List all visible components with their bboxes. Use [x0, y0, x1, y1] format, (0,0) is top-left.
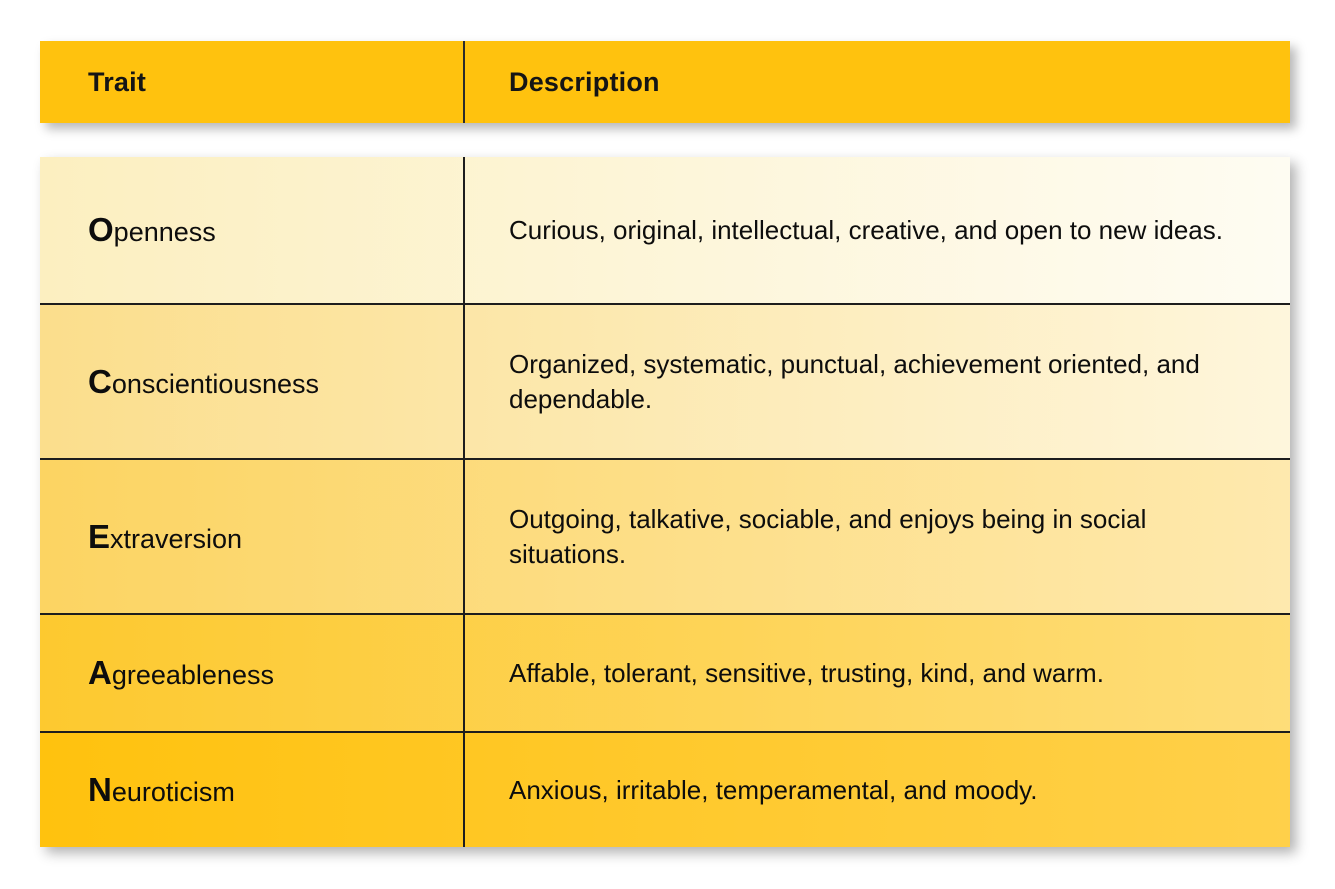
trait-rest: xtraversion: [110, 523, 243, 554]
header-label-trait: Trait: [88, 66, 147, 97]
trait-initial: E: [88, 517, 111, 555]
trait-initial: A: [88, 654, 112, 692]
header-label-description: Description: [509, 66, 660, 97]
trait-initial: N: [88, 771, 112, 809]
cell-trait: [40, 157, 465, 303]
trait-description: Anxious, irritable, temperamental, and moody.: [509, 774, 1038, 805]
trait-initial: C: [88, 362, 112, 400]
table-row: [40, 157, 1290, 305]
trait-rest: penness: [113, 217, 216, 248]
cell-trait: [40, 733, 465, 847]
cell-trait: [40, 460, 465, 613]
header-cell-description: [465, 41, 1290, 123]
trait-initial: O: [88, 211, 114, 249]
table-body: [40, 157, 1290, 847]
cell-description: [465, 615, 1290, 731]
trait-rest: greeableness: [111, 660, 274, 691]
table-header: [40, 41, 1290, 123]
trait-name: [88, 652, 274, 693]
header-cell-trait: [40, 41, 465, 123]
trait-name: [88, 209, 216, 250]
trait-rest: onscientiousness: [111, 368, 319, 399]
cell-description: [465, 460, 1290, 613]
trait-name: [88, 361, 319, 402]
trait-description: Organized, systematic, punctual, achievement oriented, and dependable.: [509, 349, 1200, 414]
trait-rest: euroticism: [111, 777, 235, 808]
table-row: [40, 733, 1290, 847]
trait-description: Outgoing, talkative, sociable, and enjoys being in social situations.: [509, 504, 1147, 569]
cell-description: [465, 157, 1290, 303]
table-row: [40, 460, 1290, 615]
cell-trait: [40, 305, 465, 458]
trait-description: Curious, original, intellectual, creative, and open to new ideas.: [509, 214, 1223, 245]
trait-name: [88, 516, 242, 557]
trait-description: Affable, tolerant, sensitive, trusting, kind, and warm.: [509, 657, 1104, 688]
table-row: [40, 305, 1290, 460]
cell-description: [465, 733, 1290, 847]
cell-trait: [40, 615, 465, 731]
cell-description: [465, 305, 1290, 458]
trait-name: [88, 769, 235, 810]
table-row: [40, 615, 1290, 733]
